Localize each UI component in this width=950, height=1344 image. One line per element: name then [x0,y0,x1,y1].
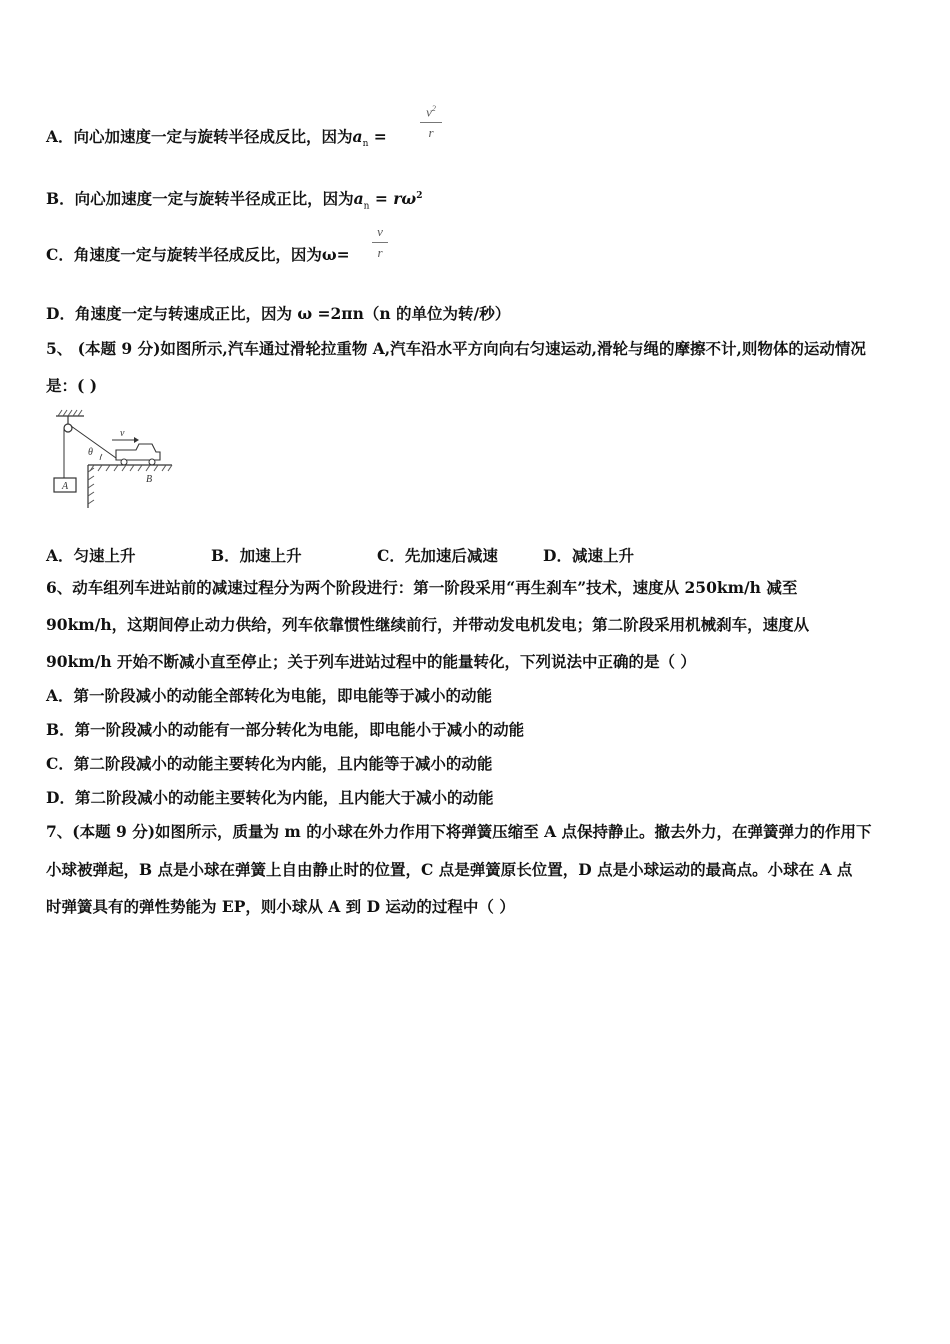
label-v: v [120,428,125,439]
fraction-v2-over-r: $v^2$ r [420,104,442,141]
option-c-q4: C．角速度一定与旋转半径成反比，因为ω= [46,245,350,264]
label-b: B [146,474,153,485]
q5-option-a: A．匀速上升 [46,546,136,565]
q6-stem-line3: 90km/h 开始不断减小直至停止；关于列车进站过程中的能量转化，下列说法中正确的是（ ） [46,652,696,671]
q7-stem-line1: 7、(本题 9 分)如图所示，质量为 m 的小球在外力作用下将弹簧压缩至 A 点保持静止。撤去外力，在弹簧弹力的作用下 [46,822,872,841]
q5-option-d: D．减速上升 [543,546,634,565]
q6-stem-line2: 90km/h，这期间停止动力供给，列车依靠惯性继续前行，并带动发电机发电；第二阶段采用机械刹车，速度从 [46,615,810,634]
q5-stem-line1: 5、 (本题 9 分)如图所示,汽车通过滑轮拉重物 A,汽车沿水平方向向右匀速运动,滑轮与绳的摩擦不计,则物体的运动情况 [46,339,866,358]
q5-option-c: C．先加速后减速 [377,546,498,565]
q5-option-b: B．加速上升 [211,546,302,565]
option-d-q4: D．角速度一定与转速成正比，因为 ω =2πn（n 的单位为转/秒） [46,304,511,323]
q6-option-b: B．第一阶段减小的动能有一部分转化为电能，即电能小于减小的动能 [46,720,525,739]
q7-stem-line2: 小球被弹起，B 点是小球在弹簧上自由静止时的位置，C 点是弹簧原长位置，D 点是小球运动的最高点。小球在 A 点 [46,860,853,879]
option-a-q4: A．向心加速度一定与旋转半径成反比，因为$a_n$ = [46,127,387,150]
q6-option-d: D．第二阶段减小的动能主要转化为内能，且内能大于减小的动能 [46,788,494,807]
q5-stem-line2: 是：( ) [46,376,98,395]
pulley-car-figure [50,408,178,512]
q6-option-c: C．第二阶段减小的动能主要转化为内能，且内能等于减小的动能 [46,754,493,773]
option-b-q4: B．向心加速度一定与旋转半径成正比，因为$a_n = r\omega^2$ [46,189,423,212]
label-theta: θ [88,447,93,458]
label-a: A [62,481,69,492]
fraction-v-over-r: v r [372,224,388,261]
q6-stem-line1: 6、动车组列车进站前的减速过程分为两个阶段进行：第一阶段采用“再生刹车”技术，速度从 250km/h 减至 [46,578,798,597]
q6-option-a: A．第一阶段减小的动能全部转化为电能，即电能等于减小的动能 [46,686,493,705]
q7-stem-line3: 时弹簧具有的弹性势能为 EP，则小球从 A 到 D 运动的过程中（ ） [46,897,515,916]
